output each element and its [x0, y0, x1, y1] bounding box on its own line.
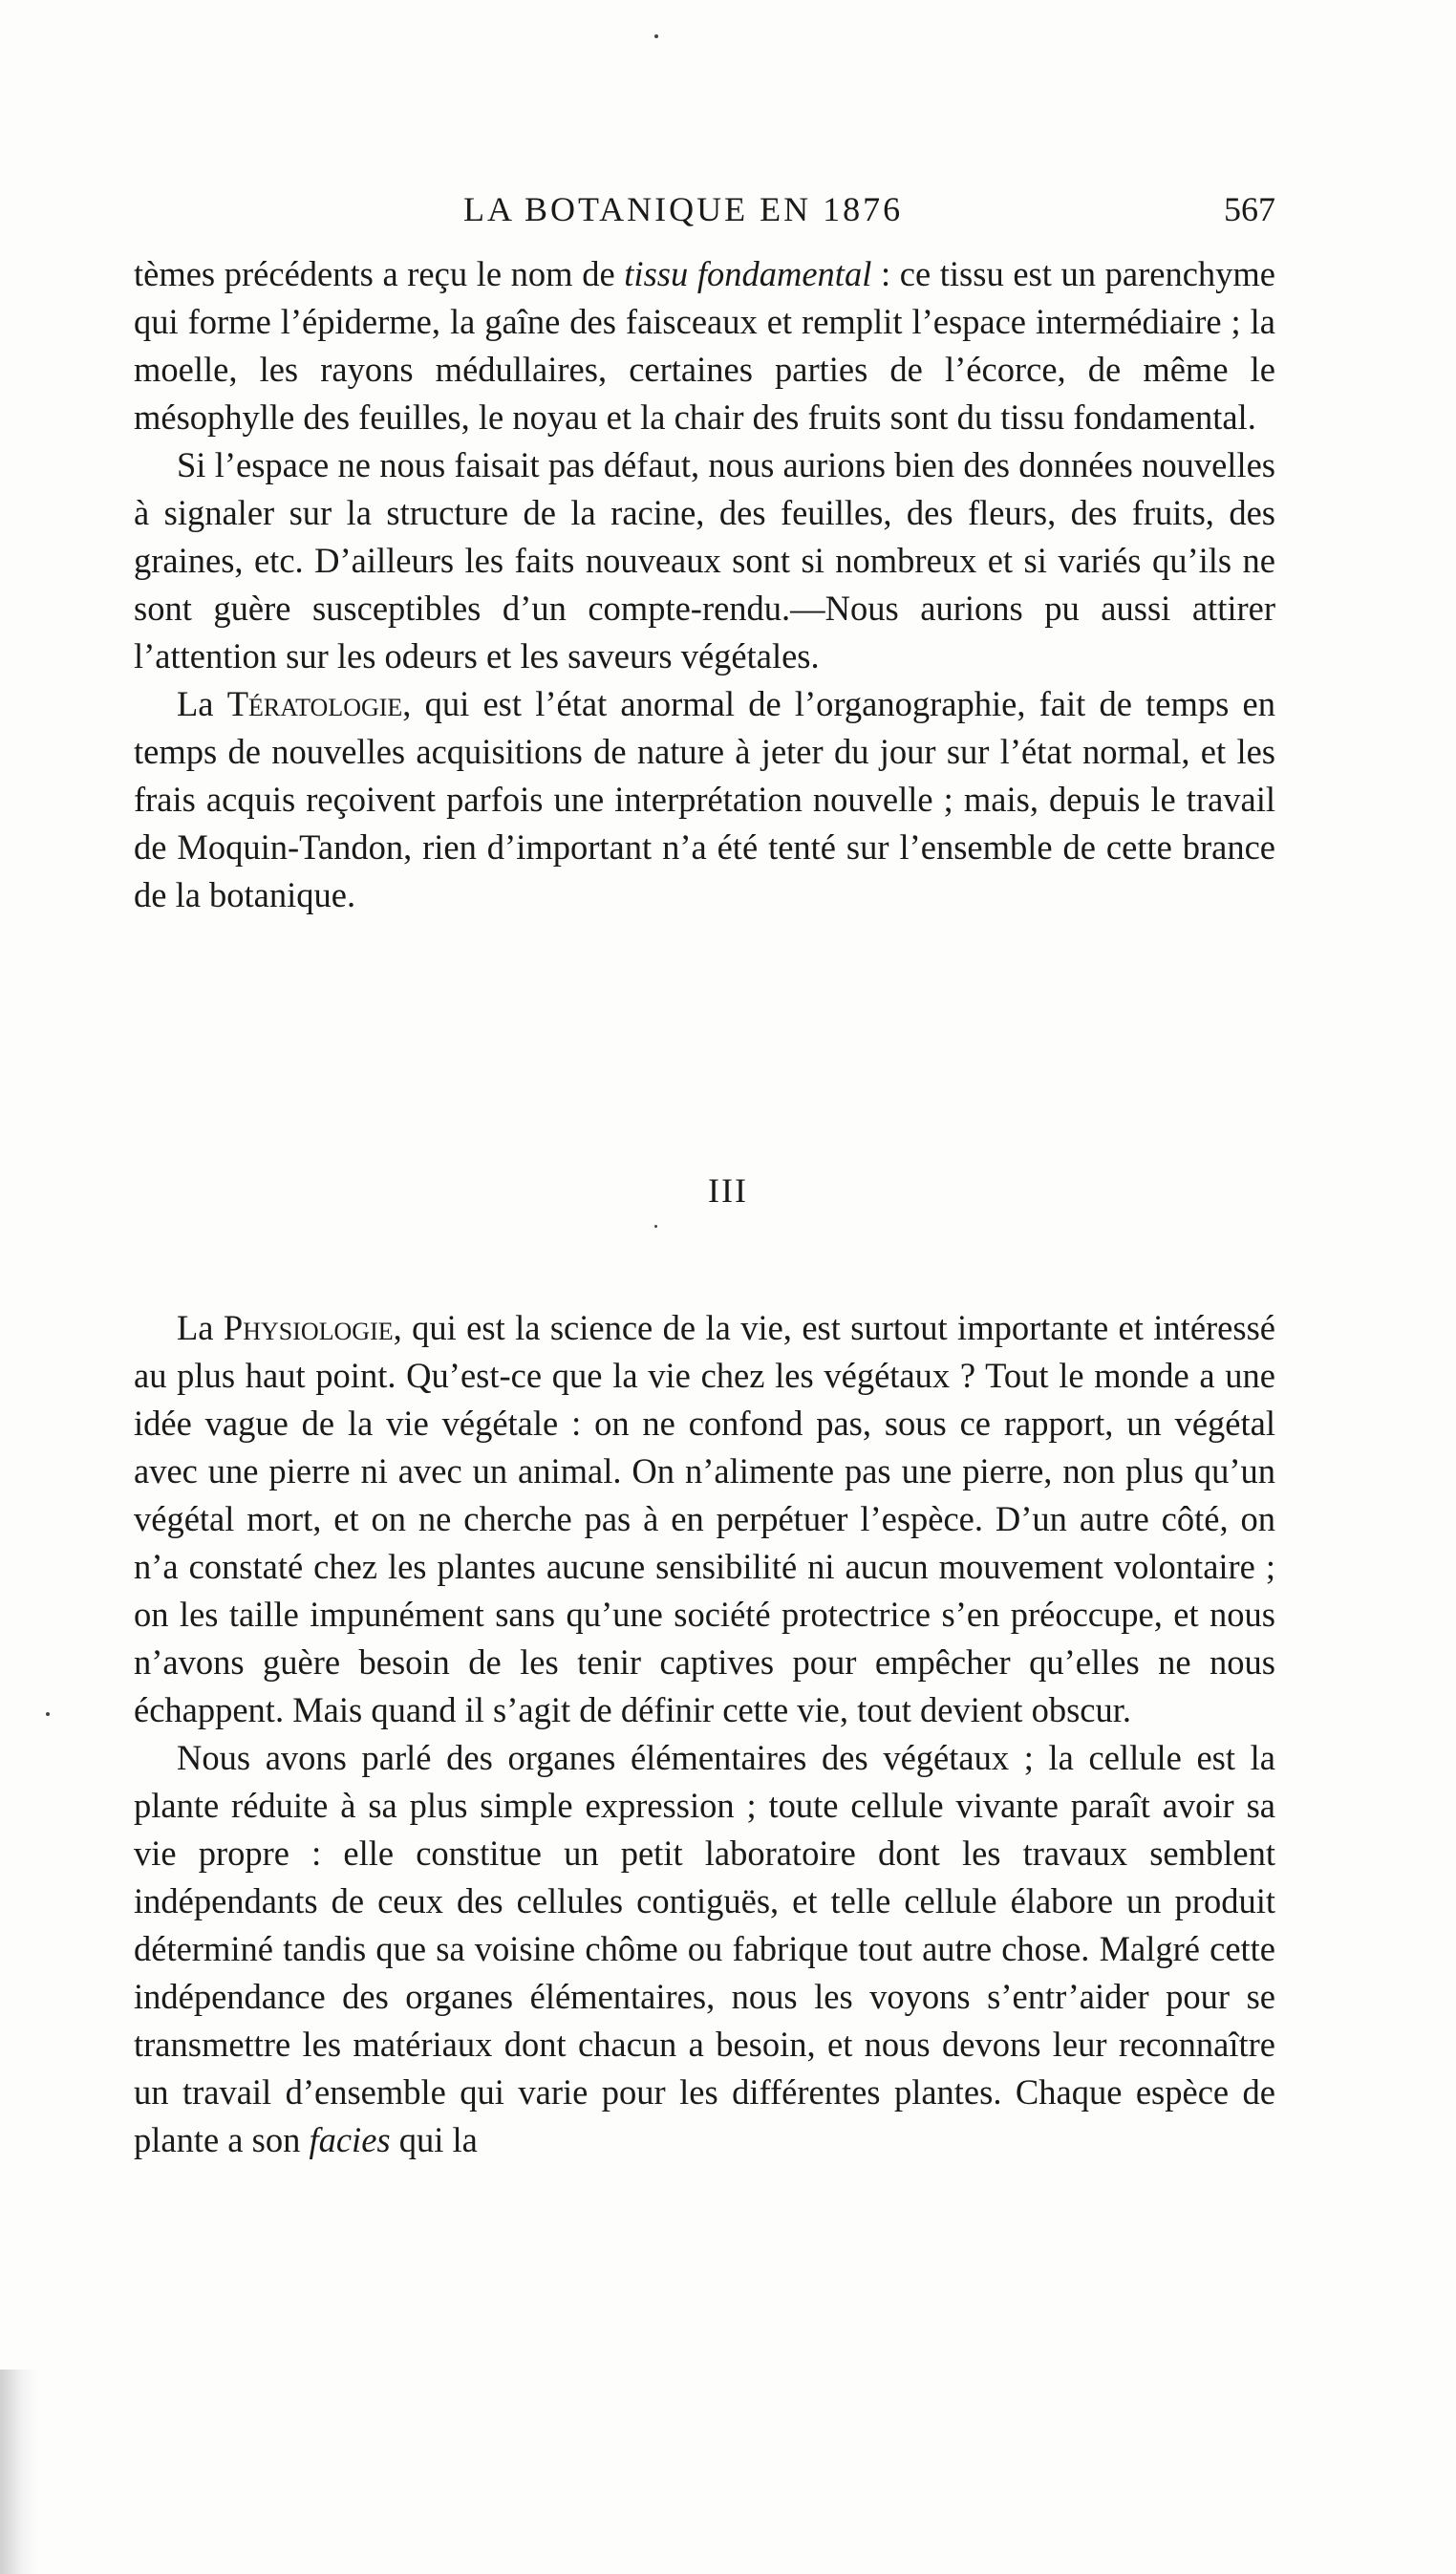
text-block-bottom: [134, 1304, 1275, 2164]
paragraph: [134, 1734, 1275, 2164]
paragraph: [134, 441, 1275, 680]
page-number: 567: [1224, 190, 1275, 228]
text-run: , qui est l’état anormal de l’organographie, fait de temps en temps de nouvelles acquisitions de nature à jeter du jour sur l’état normal, et les frais acquis reçoivent parfois une interprétation nouvelle ; mais, depuis le travail de Moquin-Tandon, rien d’important n’a été tenté sur l’ensemble de cette brance de la botanique.: [134, 684, 1275, 914]
text-run: : ce tissu est un parenchyme qui forme l’épiderme, la gaîne des faisceaux et remplit l’espace intermédiaire ; la moelle, les rayons médullaires, certaines parties de l’écorce, de même le mésophylle des feuilles, le noyau et la chair des fruits sont du tissu fondamental.: [134, 254, 1275, 437]
text-run: tèmes précédents a reçu le nom de: [134, 254, 625, 293]
paragraph: [134, 250, 1275, 441]
paragraph: [134, 680, 1275, 919]
italic-term: tissu fondamental: [624, 254, 872, 293]
text-run: Si l’espace ne nous faisait pas défaut, nous aurions bien des données nouvelles à signaler sur la structure de la racine, des feuilles, des fleurs, des fruits, des graines, etc. D’ailleurs les faits nouveaux sont si nombreux et si variés qu’ils ne sont guère susceptibles d’un compte-rendu.—Nous aurions pu aussi attirer l’attention sur les odeurs et les saveurs végétales.: [134, 445, 1275, 676]
text-run: La: [177, 1308, 224, 1347]
print-speck: [654, 1225, 657, 1228]
text-run: , qui est la science de la vie, est surtout importante et intéressé au plus haut point. Qu’est-ce que la vie chez les végétaux ? Tout le monde a une idée vague de la vie végétale : on ne confond pas, sous ce rapport, un végétal avec une pierre ni avec un animal. On n’alimente pas une pierre, non plus qu’un végétal mort, et on ne cherche pas à en perpétuer l’espèce. D’un autre côté, on n’a constaté chez les plantes aucune sensibilité ni aucun mouvement volontaire ; on les taille impunément sans qu’une société protectrice s’en préoccupe, et nous n’avons guère besoin de les tenir captives pour empêcher qu’elles ne nous échappent. Mais quand il s’agit de définir cette vie, tout devient obscur.: [134, 1308, 1275, 1729]
text-block-top: [134, 250, 1275, 919]
text-run: La: [177, 684, 227, 723]
section-heading: III: [708, 1171, 748, 1210]
print-speck: [654, 34, 658, 38]
smallcaps-term: Tératologie: [226, 684, 403, 723]
page-header: [134, 189, 1275, 243]
text-run: qui la: [390, 2120, 478, 2159]
running-head: LA BOTANIQUE EN 1876: [463, 190, 904, 228]
print-speck: [46, 1712, 50, 1716]
italic-term: facies: [309, 2120, 391, 2159]
paragraph: [134, 1304, 1275, 1734]
binding-edge: [0, 2370, 38, 2574]
smallcaps-term: Physiologie: [223, 1308, 394, 1347]
text-run: Nous avons parlé des organes élémentaires des végétaux ; la cellule est la plante réduite à sa plus simple expression ; toute cellule vivante paraît avoir sa vie propre : elle constitue un petit laboratoire dont les travaux semblent indépendants de ceux des cellules contiguës, et telle cellule élabore un produit déterminé tandis que sa voisine chôme ou fabrique tout autre chose. Malgré cette indépendance des organes élémentaires, nous les voyons s’entr’aider pour se transmettre les matériaux dont chacun a besoin, et nous devons leur reconnaître un travail d’ensemble qui varie pour les différentes plantes. Chaque espèce de plante a son: [134, 1738, 1275, 2159]
